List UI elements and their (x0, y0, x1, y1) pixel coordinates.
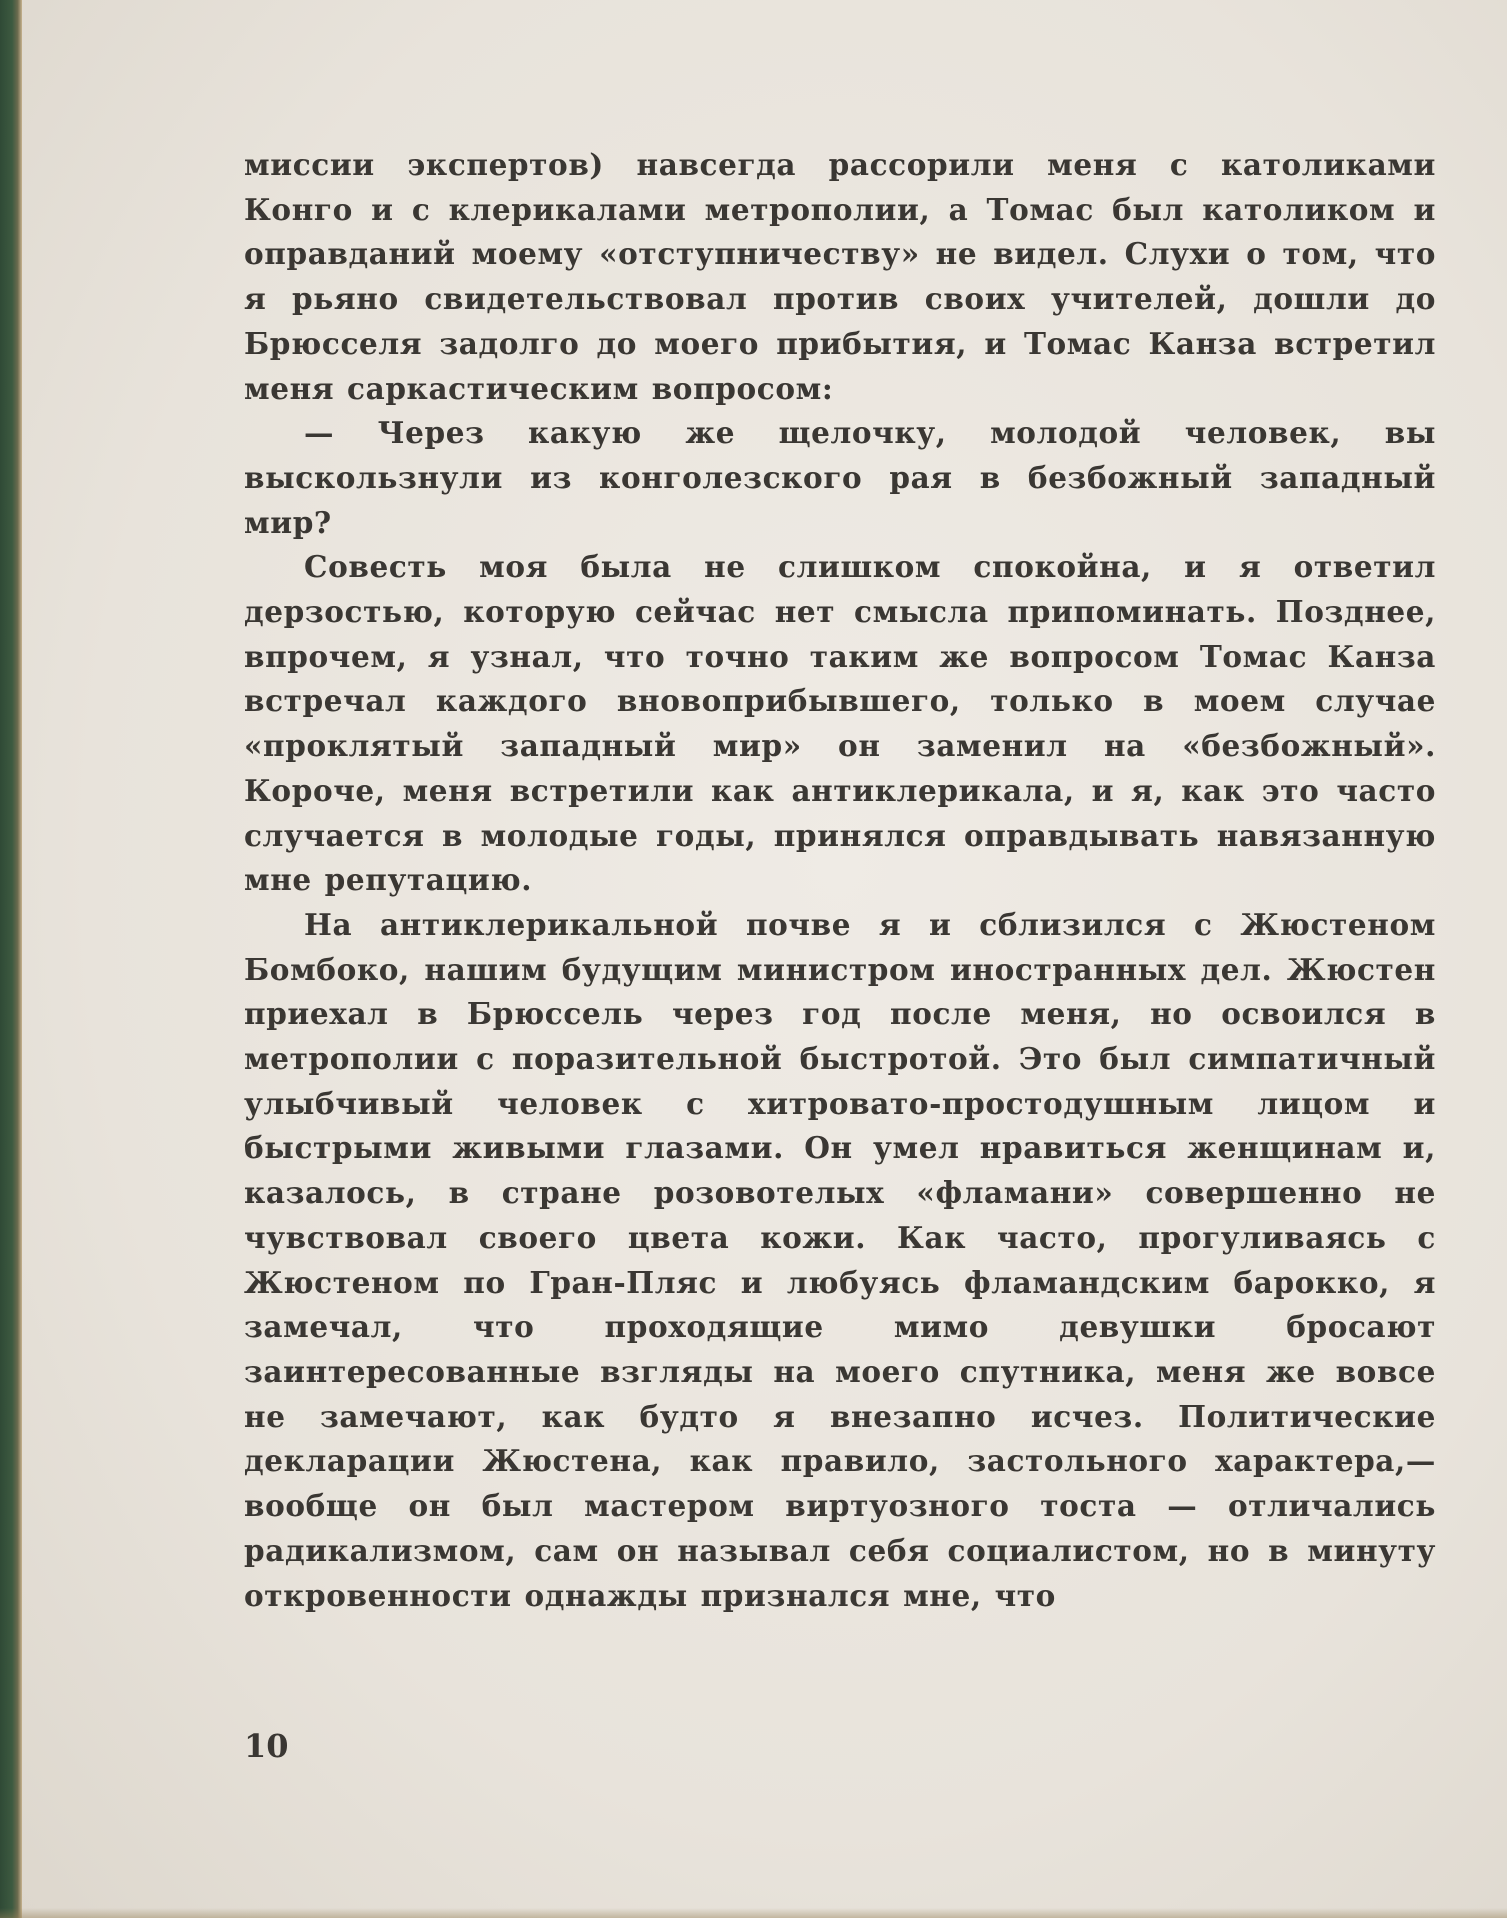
page-bottom-edge (0, 1908, 1507, 1918)
page-number: 10 (244, 1727, 289, 1765)
paragraph-2: — Через какую же щелочку, молодой человек, вы выскользнули из конголезского рая в безбожный западный мир? (244, 415, 1436, 540)
body-text (244, 143, 1436, 1618)
paragraph-3: Совесть моя была не слишком спокойна, и я ответил дерзостью, которую сейчас нет смысла припоминать. Позднее, впрочем, я узнал, что точно таким же вопросом Томас Канза встречал каждого вновоприбывшего, только в моем случае «проклятый западный мир» он заменил на «безбожный». Короче, меня встретили как антиклерикала, и я, как это часто случается в молодые годы, принялся оправдывать навязанную мне репутацию. (244, 549, 1436, 898)
paragraph-4: На антиклерикальной почве я и сблизился с Жюстеном Бомбоко, нашим будущим министром иностранных дел. Жюстен приехал в Брюссель через год после меня, но освоился в метрополии с поразительной быстротой. Это был симпатичный улыбчивый человек с хитровато-простодушным лицом и быстрыми живыми глазами. Он умел нравиться женщинам и, казалось, в стране розовотелых «фламани» совершенно не чувствовал своего цвета кожи. Как часто, прогуливаясь с Жюстеном по Гран-Пляс и любуясь фламандским барокко, я замечал, что проходящие мимо девушки бросают заинтересованные взгляды на моего спутника, меня же вовсе не замечают, как будто я внезапно исчез. Политические декларации Жюстена, как правило, застольного характера,— вообще он был мастером виртуозного тоста — отличались радикализмом, сам он называл себя социалистом, но в минуту откровенности однажды признался мне, что (244, 906, 1436, 1613)
book-spine (0, 0, 22, 1918)
paragraph-1: миссии экспертов) навсегда рассорили меня с католиками Конго и с клерикалами метрополии, а Томас был католиком и оправданий моему «отступничеству» не видел. Слухи о том, что я рьяно свидетельствовал против своих учителей, дошли до Брюсселя задолго до моего прибытия, и Томас Канза встретил меня саркастическим вопросом: (244, 147, 1436, 406)
